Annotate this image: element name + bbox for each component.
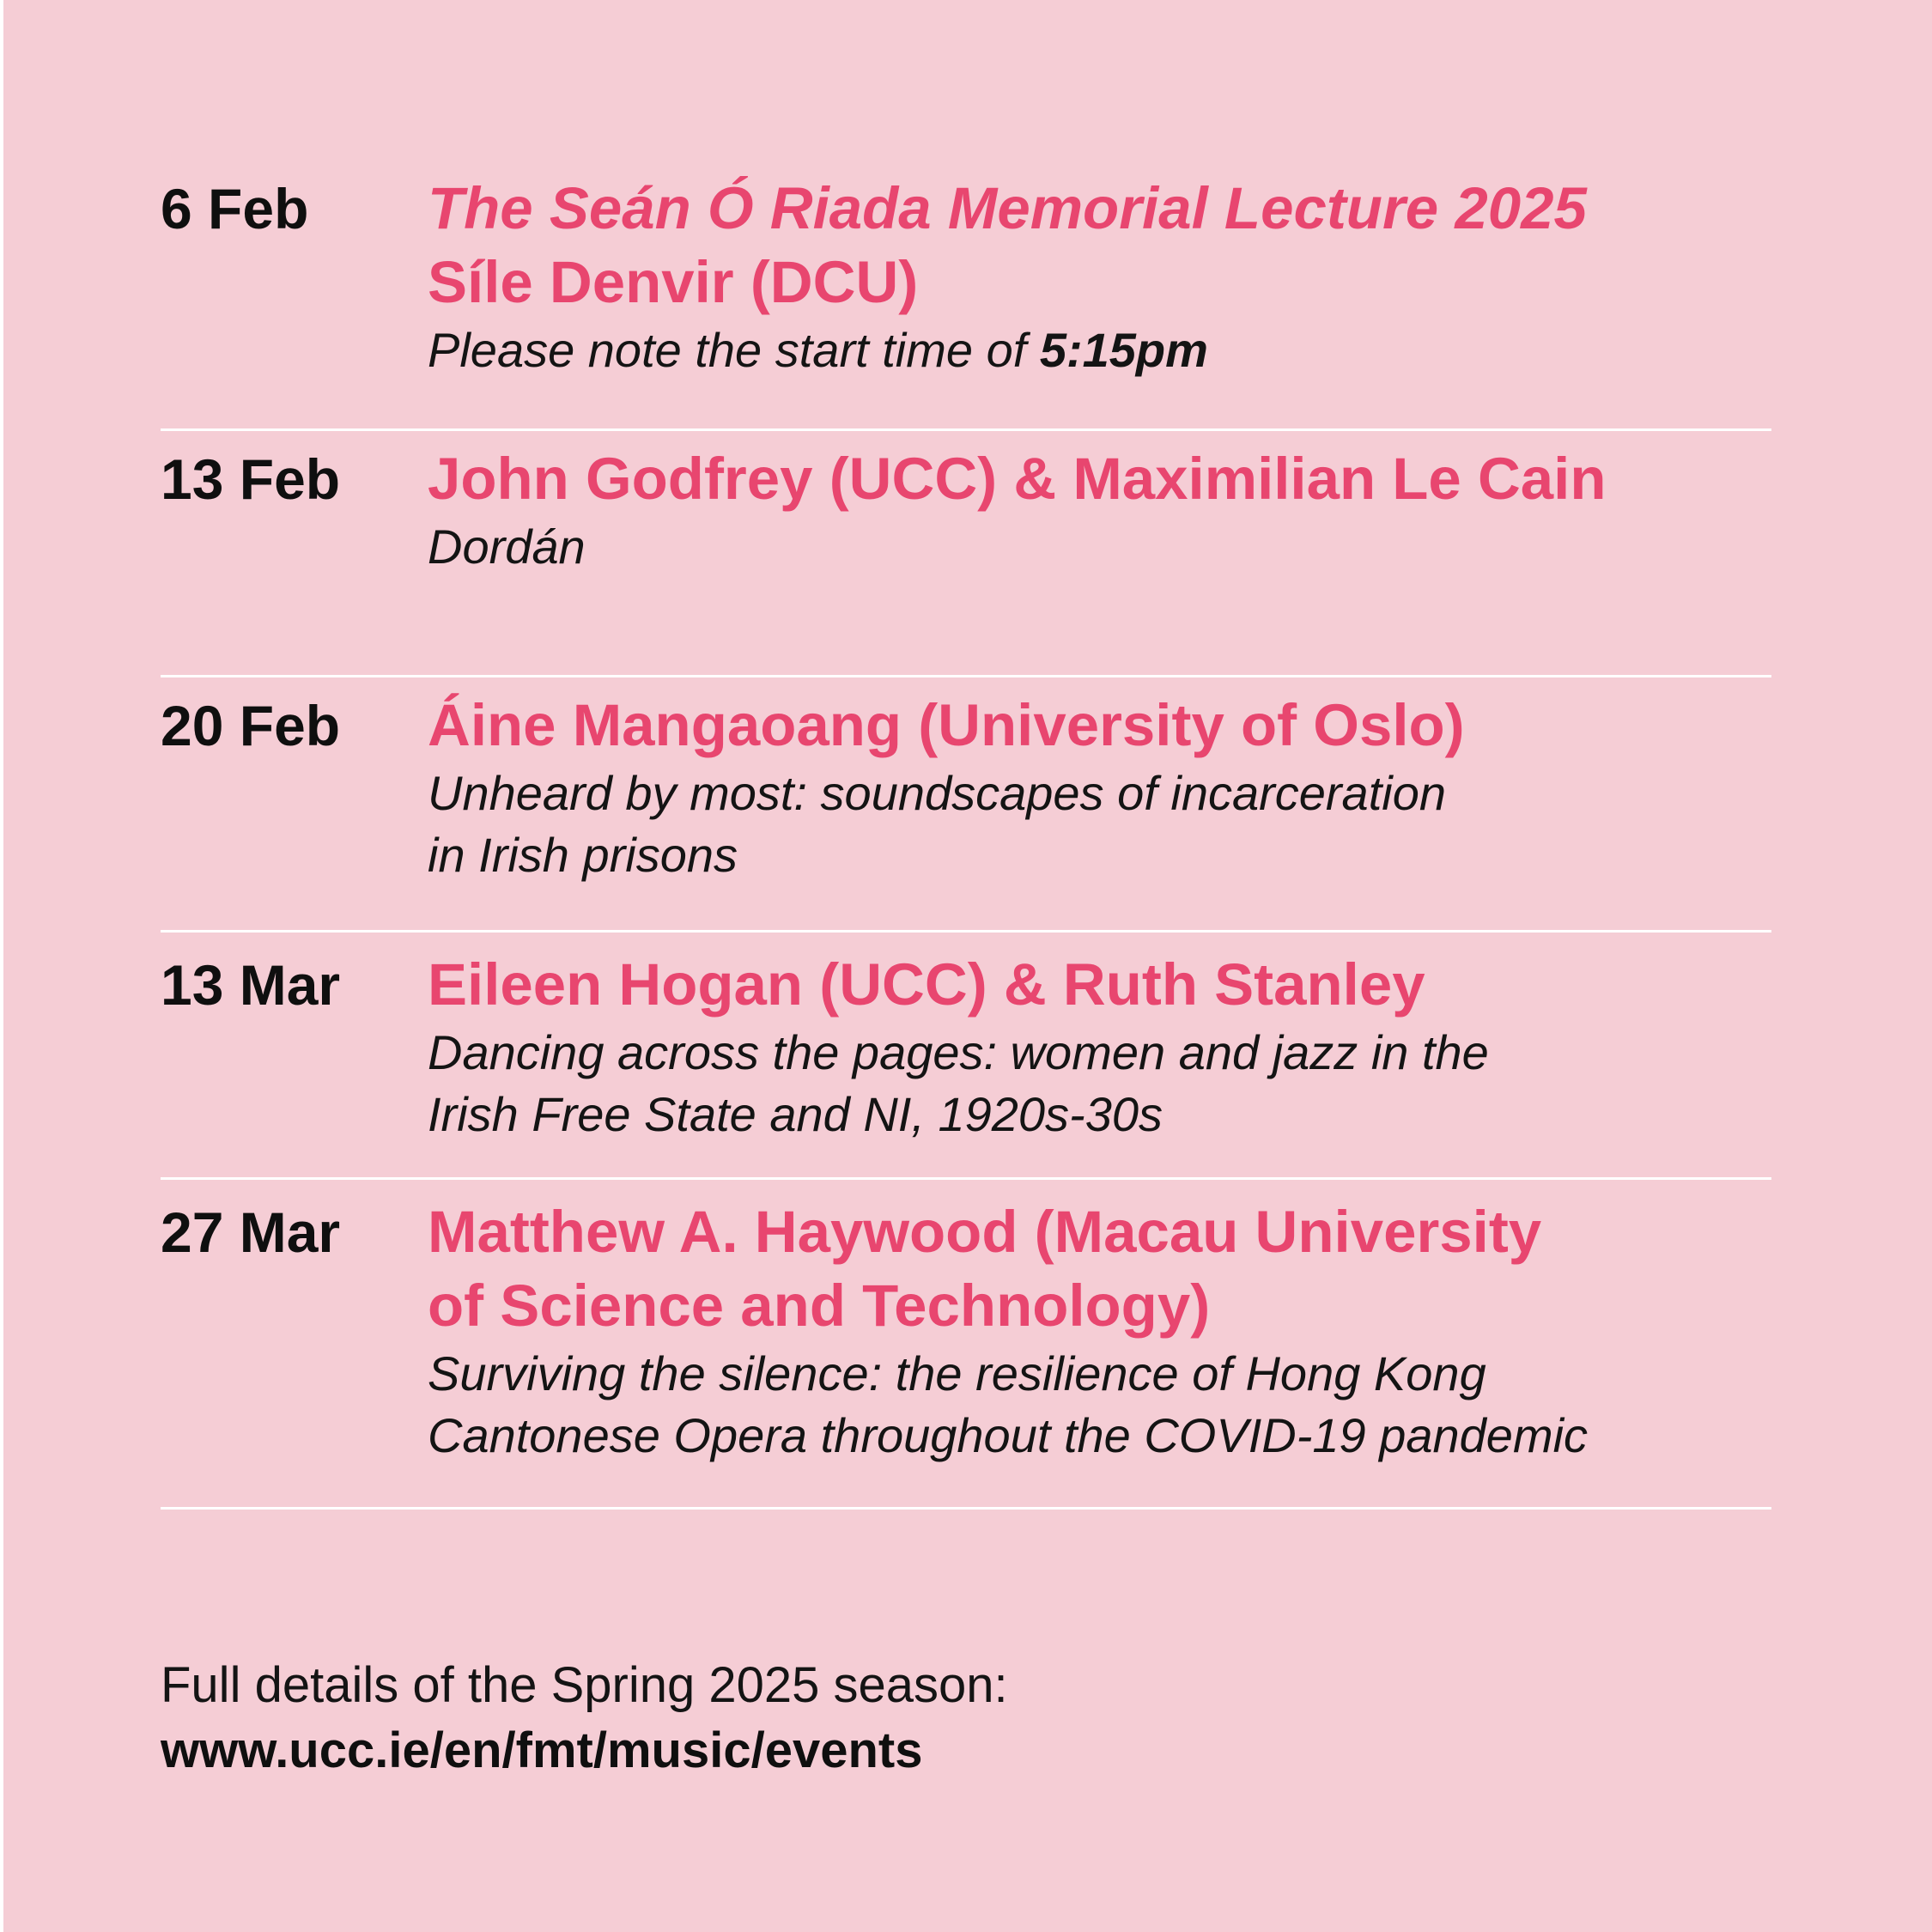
event-subtitle: Dordán <box>428 519 586 574</box>
footer-text: Full details of the Spring 2025 season: <box>161 1657 1008 1713</box>
left-border <box>0 0 3 1932</box>
event-subtitle: Surviving the silence: the resilience of Hong Kong <box>428 1346 1486 1400</box>
event-content <box>428 172 1801 381</box>
event-content <box>428 442 1801 578</box>
event-subtitle: Cantonese Opera throughout the COVID-19 pandemic <box>428 1408 1589 1462</box>
event-content <box>428 1195 1801 1467</box>
event-subtitle: Unheard by most: soundscapes of incarceration <box>428 766 1446 820</box>
event-subtitle: in Irish prisons <box>428 828 738 882</box>
event-speaker: Síle Denvir (DCU) <box>428 249 919 315</box>
event-title: of Science and Technology) <box>428 1273 1211 1339</box>
event-subtitle: Irish Free State and NI, 1920s-30s <box>428 1087 1163 1141</box>
event-title: Áine Mangaoang (University of Oslo) <box>428 692 1465 758</box>
event-date: 13 Feb <box>161 447 341 511</box>
divider <box>161 1507 1771 1510</box>
divider <box>161 428 1771 431</box>
event-title: John Godfrey (UCC) & Maximilian Le Cain <box>428 446 1607 512</box>
event-date: 20 Feb <box>161 694 341 757</box>
event-note-text: Please note the start time of <box>428 323 1040 377</box>
event-date: 6 Feb <box>161 177 309 240</box>
event-subtitle: Dancing across the pages: women and jazz in the <box>428 1025 1489 1079</box>
event-start-time: 5:15pm <box>1039 323 1208 377</box>
event-title: Eileen Hogan (UCC) & Ruth Stanley <box>428 951 1425 1018</box>
events-link[interactable]: www.ucc.ie/en/fmt/music/events <box>161 1722 923 1778</box>
divider <box>161 930 1771 933</box>
event-content <box>428 689 1801 886</box>
event-title: Matthew A. Haywood (Macau University <box>428 1199 1542 1265</box>
divider <box>161 675 1771 677</box>
divider <box>161 1177 1771 1180</box>
event-date: 27 Mar <box>161 1200 341 1264</box>
footer <box>161 1653 1008 1783</box>
event-title: The Seán Ó Riada Memorial Lecture 2025 <box>428 175 1587 241</box>
event-note <box>428 319 1801 381</box>
event-date: 13 Mar <box>161 953 341 1017</box>
event-content <box>428 948 1801 1145</box>
